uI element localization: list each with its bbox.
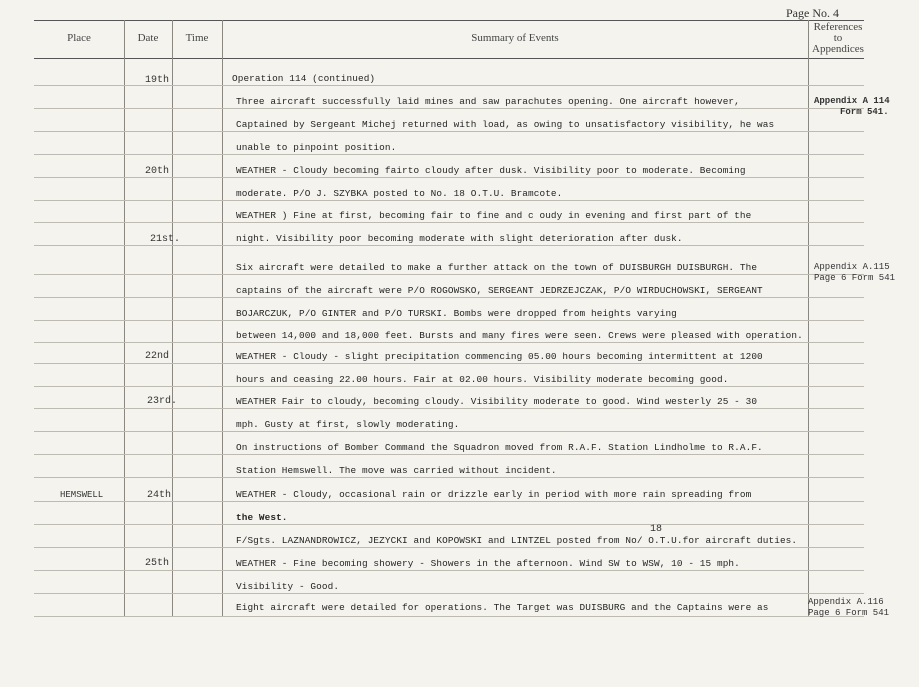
date-19th: 19th [145, 75, 170, 86]
ruled-line [34, 524, 864, 525]
summary-line: Operation 114 (continued) [232, 73, 376, 84]
column-divider-date [172, 20, 173, 616]
ruled-line [34, 297, 864, 298]
ruled-line [34, 177, 864, 178]
date-23rd: 23rd. [147, 396, 178, 407]
ruled-line [34, 154, 864, 155]
summary-line: night. Visibility poor becoming moderate with slight deterioration after dusk. [236, 233, 683, 244]
summary-line: Captained by Sergeant Michej returned with load, as owing to unsatisfactory visibility, he was [236, 119, 775, 130]
summary-line: WEATHER Fair to cloudy, becoming cloudy. Visibility moderate to good. Wind westerly 25 - 30 [236, 396, 758, 407]
page-footnote-number: 18 [650, 524, 663, 535]
ruled-line [34, 222, 864, 223]
date-24th: 24th [147, 490, 172, 501]
place-hemswell: HEMSWELL [60, 490, 104, 500]
column-divider-summary [808, 20, 809, 616]
summary-line: moderate. P/O J. SZYBKA posted to No. 18 O.T.U. Bramcote. [236, 188, 563, 199]
summary-line: Station Hemswell. The move was carried without incident. [236, 465, 557, 476]
date-20th: 20th [145, 166, 170, 177]
ruled-line [34, 431, 864, 432]
ruled-line [34, 547, 864, 548]
column-divider-place [124, 20, 125, 616]
header-bottom-rule [34, 58, 864, 59]
summary-line: the West. [236, 512, 288, 523]
ruled-line [34, 570, 864, 571]
ruled-line [34, 342, 864, 343]
header-date: Date [137, 32, 159, 44]
ruled-line [34, 454, 864, 455]
ruled-line [34, 593, 864, 594]
reference-line: Appendix A.116 [808, 597, 884, 607]
ruled-line [34, 386, 864, 387]
summary-line: Eight aircraft were detailed for operations. The Target was DUISBURG and the Captains were as [236, 602, 769, 613]
ruled-line [34, 363, 864, 364]
summary-line: On instructions of Bomber Command the Squadron moved from R.A.F. Station Lindholme to R.A.F. [236, 442, 763, 453]
date-21st: 21st. [150, 234, 181, 245]
ruled-line [34, 200, 864, 201]
reference-line: Page 6 Form 541 [808, 608, 890, 618]
column-divider-time [222, 20, 223, 616]
ruled-line [34, 616, 864, 617]
header-references-line2: to [833, 32, 843, 44]
summary-line: WEATHER - Fine becoming showery - Showers in the afternoon. Wind SW to WSW, 10 - 15 mph. [236, 558, 740, 569]
summary-line: WEATHER ) Fine at first, becoming fair to fine and c oudy in evening and first part of the [236, 210, 752, 221]
header-time: Time [185, 32, 209, 44]
header-references-line1: References [813, 21, 863, 33]
summary-line: F/Sgts. LAZNANDROWICZ, JEZYCKI and KOPOWSKI and LINTZEL posted from No/ O.T.U.for aircraft duties. [236, 535, 798, 546]
ruled-line [34, 245, 864, 246]
summary-line: BOJARCZUK, P/O GINTER and P/O TURSKI. Bombs were dropped from heights varying [236, 308, 677, 319]
date-25th: 25th [145, 558, 170, 569]
reference-appendix-115 [814, 262, 895, 284]
reference-line: Page 6 Form 541 [814, 273, 896, 283]
summary-line: hours and ceasing 22.00 hours. Fair at 02.00 hours. Visibility moderate becoming good. [236, 374, 729, 385]
summary-line: WEATHER - Cloudy becoming fairto cloudy after dusk. Visibility poor to moderate. Becoming [236, 165, 746, 176]
header-references-line3: Appendices [812, 43, 864, 55]
ruled-line [34, 501, 864, 502]
summary-line: Three aircraft successfully laid mines and saw parachutes opening. One aircraft however, [236, 96, 740, 107]
reference-line: Form 541. [840, 107, 889, 117]
page-number: Page No. 4 [786, 6, 839, 20]
reference-appendix-114 [814, 96, 890, 118]
reference-line: Appendix A.115 [814, 262, 890, 272]
ruled-line [34, 274, 864, 275]
ruled-line [34, 320, 864, 321]
header-references [808, 22, 868, 55]
header-summary: Summary of Events [471, 32, 559, 44]
summary-line: mph. Gusty at first, slowly moderating. [236, 419, 460, 430]
summary-line: WEATHER - Cloudy, occasional rain or drizzle early in period with more rain spreading from [236, 489, 752, 500]
header-top-rule [34, 20, 864, 21]
header-place: Place [67, 32, 91, 44]
ruled-line [34, 477, 864, 478]
summary-line: unable to pinpoint position. [236, 142, 397, 153]
ruled-line [34, 408, 864, 409]
reference-appendix-116 [808, 597, 889, 619]
ruled-line [34, 108, 864, 109]
summary-line: Six aircraft were detailed to make a further attack on the town of DUISBURGH DUISBURGH. The [236, 262, 758, 273]
summary-line: captains of the aircraft were P/O ROGOWSKO, SERGEANT JEDRZEJCZAK, P/O WIRDUCHOWSKI, SERGEANT [236, 285, 763, 296]
ruled-line [34, 131, 864, 132]
summary-line: between 14,000 and 18,000 feet. Bursts and many fires were seen. Crews were pleased with operation. [236, 330, 803, 341]
summary-line: WEATHER - Cloudy - slight precipitation commencing 05.00 hours becoming intermittent at 1200 [236, 351, 763, 362]
reference-line: Appendix A 114 [814, 96, 890, 106]
date-22nd: 22nd [145, 351, 170, 362]
summary-line: Visibility - Good. [236, 581, 340, 592]
